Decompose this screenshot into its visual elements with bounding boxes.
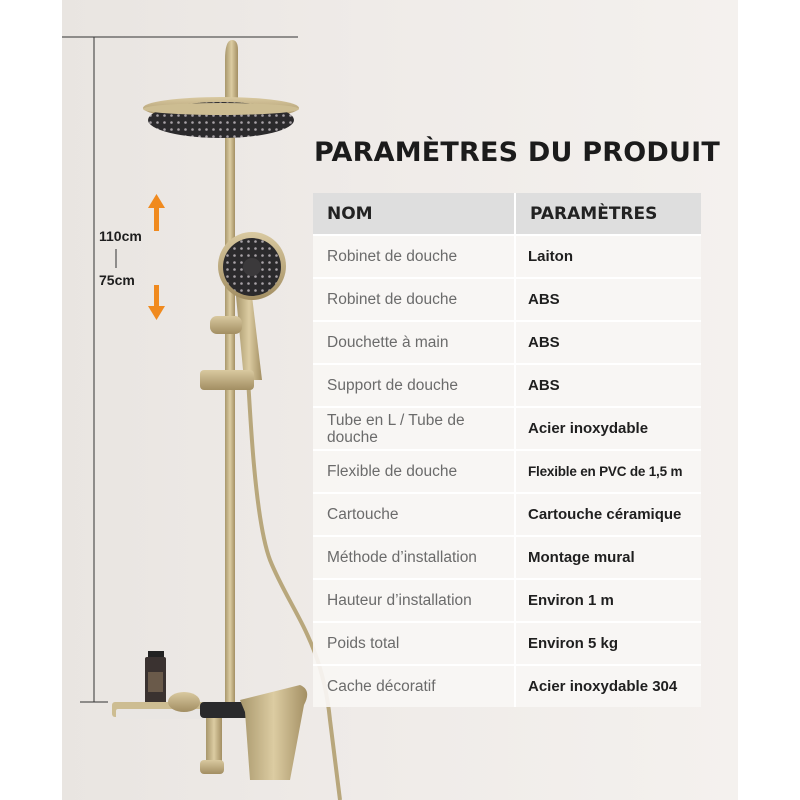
row-name: Cartouche <box>313 493 515 536</box>
row-value: Environ 5 kg <box>515 622 701 665</box>
table-row <box>313 407 701 450</box>
height-up-arrow <box>148 194 165 231</box>
header-name: NOM <box>313 193 515 235</box>
row-value: Flexible en PVC de 1,5 m <box>515 450 701 493</box>
table-row <box>313 450 701 493</box>
row-name: Robinet de douche <box>313 235 515 278</box>
row-value: ABS <box>515 321 701 364</box>
row-value: Environ 1 m <box>515 579 701 622</box>
table-row <box>313 278 701 321</box>
row-name: Douchette à main <box>313 321 515 364</box>
table-row <box>313 235 701 278</box>
row-name: Support de douche <box>313 364 515 407</box>
table-row <box>313 579 701 622</box>
riser-pipe <box>225 92 235 707</box>
height-down-arrow <box>148 285 165 320</box>
row-name: Robinet de douche <box>313 278 515 321</box>
row-value: ABS <box>515 278 701 321</box>
slide-bar-holder <box>200 370 254 390</box>
height-dimension-line <box>62 37 298 702</box>
max-height-label: 110cm <box>99 228 142 244</box>
row-name: Hauteur d’installation <box>313 579 515 622</box>
parameters-table <box>313 193 701 707</box>
page-title: PARAMÈTRES DU PRODUIT <box>314 137 720 168</box>
row-name: Flexible de douche <box>313 450 515 493</box>
row-value: Laiton <box>515 235 701 278</box>
row-name: Méthode d’installation <box>313 536 515 579</box>
row-name: Tube en L / Tube de douche <box>313 407 515 450</box>
row-value: ABS <box>515 364 701 407</box>
table-row <box>313 622 701 665</box>
hand-shower-holder <box>210 316 242 334</box>
row-value: Montage mural <box>515 536 701 579</box>
row-name: Poids total <box>313 622 515 665</box>
row-value: Acier inoxydable <box>515 407 701 450</box>
table-row <box>313 364 701 407</box>
table-header-row <box>313 193 701 235</box>
min-height-label: 75cm <box>99 272 135 288</box>
rain-shower-head <box>143 97 299 138</box>
table-row <box>313 536 701 579</box>
overhead-arm <box>225 40 238 100</box>
table-row <box>313 665 701 707</box>
row-value: Acier inoxydable 304 <box>515 665 701 707</box>
row-name: Cache décoratif <box>313 665 515 707</box>
mixer-valve <box>168 685 307 780</box>
header-value: PARAMÈTRES <box>515 193 701 235</box>
table-row <box>313 321 701 364</box>
row-value: Cartouche céramique <box>515 493 701 536</box>
table-row <box>313 493 701 536</box>
